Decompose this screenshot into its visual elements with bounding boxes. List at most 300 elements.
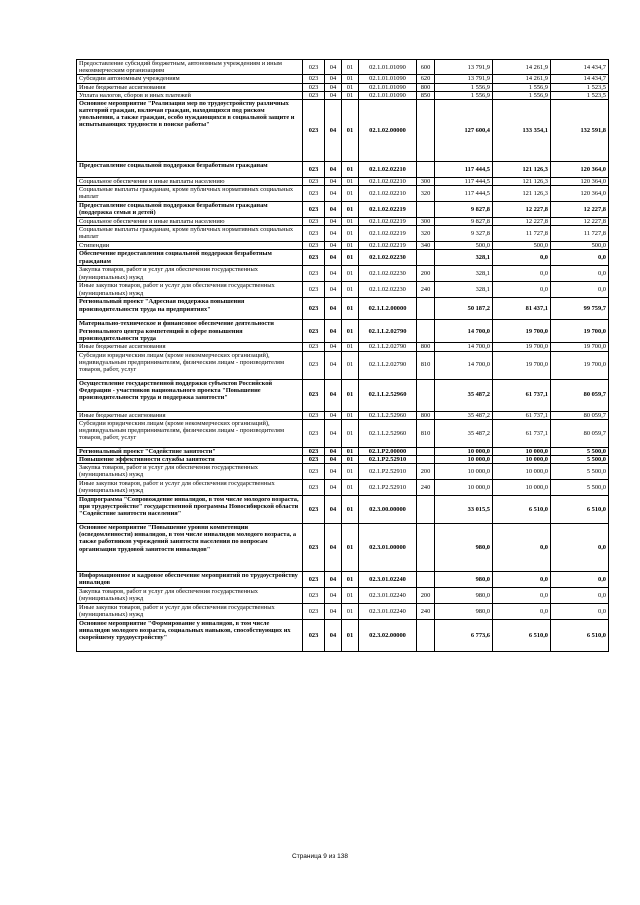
subsection-code: 01: [342, 588, 359, 604]
expense-type: 600: [417, 60, 435, 75]
amount-year-3: 0,0: [551, 282, 609, 298]
section-code: 04: [325, 161, 342, 177]
section-code: 04: [325, 186, 342, 202]
target-code: 02.1.L2.02790: [359, 351, 417, 379]
subsection-code: 01: [342, 351, 359, 379]
item-name: Субсидии юридическим лицам (кроме некоммерческих организаций), индивидуальным предпринимателям, физическим лицам - производителям товаров, работ, услуг: [77, 419, 303, 447]
section-code: 04: [325, 588, 342, 604]
amount-year-1: 9 827,8: [435, 202, 493, 218]
amount-year-1: 35 487,2: [435, 379, 493, 411]
amount-year-1: 980,0: [435, 588, 493, 604]
amount-year-2: 12 227,8: [493, 202, 551, 218]
amount-year-2: 0,0: [493, 524, 551, 572]
amount-year-1: 13 791,9: [435, 75, 493, 83]
amount-year-3: 6 510,0: [551, 620, 609, 652]
amount-year-1: 9 327,8: [435, 226, 493, 242]
table-row: [77, 99, 609, 161]
amount-year-3: 19 700,0: [551, 343, 609, 351]
item-name: Закупка товаров, работ и услуг для обеспечения государственных (муниципальных) нужд: [77, 464, 303, 480]
amount-year-2: 0,0: [493, 266, 551, 282]
item-name: Иные закупки товаров, работ и услуг для обеспечения государственных (муниципальных) нужд: [77, 282, 303, 298]
amount-year-2: 10 000,0: [493, 447, 551, 455]
table-row: [77, 298, 609, 320]
target-code: 02.1.L2.52960: [359, 411, 417, 419]
item-name: Субсидии автономным учреждениям: [77, 75, 303, 83]
amount-year-2: 10 000,0: [493, 455, 551, 463]
subsection-code: 01: [342, 572, 359, 588]
expense-type: 300: [417, 177, 435, 185]
section-code: 04: [325, 620, 342, 652]
amount-year-1: 117 444,5: [435, 186, 493, 202]
amount-year-3: 19 700,0: [551, 320, 609, 343]
item-name: Региональный проект "Адресная поддержка повышения производительности труда на предприятиях": [77, 298, 303, 320]
table-row: [77, 242, 609, 250]
expense-type: [417, 447, 435, 455]
section-code: 04: [325, 572, 342, 588]
item-name: Иные закупки товаров, работ и услуг для обеспечения государственных (муниципальных) нужд: [77, 480, 303, 496]
amount-year-3: 0,0: [551, 588, 609, 604]
expense-type: [417, 620, 435, 652]
admin-code: 023: [303, 604, 325, 620]
amount-year-2: 500,0: [493, 242, 551, 250]
subsection-code: 01: [342, 186, 359, 202]
subsection-code: 01: [342, 177, 359, 185]
amount-year-2: 10 000,0: [493, 480, 551, 496]
amount-year-1: 10 000,0: [435, 464, 493, 480]
table-row: [77, 480, 609, 496]
amount-year-3: 99 759,7: [551, 298, 609, 320]
section-code: 04: [325, 83, 342, 91]
target-code: 02.1.01.01090: [359, 91, 417, 99]
budget-table: [76, 59, 609, 652]
section-code: 04: [325, 75, 342, 83]
expense-type: 240: [417, 604, 435, 620]
subsection-code: 01: [342, 91, 359, 99]
amount-year-3: 19 700,0: [551, 351, 609, 379]
section-code: 04: [325, 60, 342, 75]
admin-code: 023: [303, 60, 325, 75]
amount-year-1: 50 187,2: [435, 298, 493, 320]
section-code: 04: [325, 177, 342, 185]
section-code: 04: [325, 464, 342, 480]
subsection-code: 01: [342, 266, 359, 282]
admin-code: 023: [303, 218, 325, 226]
amount-year-2: 0,0: [493, 250, 551, 266]
amount-year-3: 0,0: [551, 266, 609, 282]
item-name: Социальные выплаты гражданам, кроме публичных нормативных социальных выплат: [77, 186, 303, 202]
subsection-code: 01: [342, 99, 359, 161]
amount-year-2: 11 727,8: [493, 226, 551, 242]
admin-code: 023: [303, 480, 325, 496]
item-name: Социальное обеспечение и иные выплаты населению: [77, 177, 303, 185]
amount-year-2: 1 556,9: [493, 83, 551, 91]
table-row: [77, 320, 609, 343]
admin-code: 023: [303, 75, 325, 83]
expense-type: 200: [417, 266, 435, 282]
amount-year-2: 14 261,9: [493, 75, 551, 83]
target-code: 02.1.01.01090: [359, 75, 417, 83]
subsection-code: 01: [342, 343, 359, 351]
section-code: 04: [325, 480, 342, 496]
section-code: 04: [325, 455, 342, 463]
amount-year-1: 117 444,5: [435, 177, 493, 185]
item-name: Основное мероприятие "Реализация мер по трудоустройству различных категорий граждан, включая граждан, находящихся под риском увольнения, а также граждан, особо нуждающихся в социальной защите и испытывающих трудности в поиске работы": [77, 99, 303, 161]
admin-code: 023: [303, 202, 325, 218]
expense-type: 620: [417, 75, 435, 83]
amount-year-1: 35 487,2: [435, 411, 493, 419]
amount-year-2: 10 000,0: [493, 464, 551, 480]
item-name: Субсидии юридическим лицам (кроме некоммерческих организаций), индивидуальным предпринимателям, физическим лицам - производителям товаров, работ, услуг: [77, 351, 303, 379]
target-code: 02.1.02.00000: [359, 99, 417, 161]
item-name: Закупка товаров, работ и услуг для обеспечения государственных (муниципальных) нужд: [77, 588, 303, 604]
expense-type: 240: [417, 282, 435, 298]
expense-type: 800: [417, 411, 435, 419]
budget-table-page: [76, 59, 608, 652]
item-name: Социальные выплаты гражданам, кроме публичных нормативных социальных выплат: [77, 226, 303, 242]
amount-year-1: 328,1: [435, 250, 493, 266]
section-code: 04: [325, 496, 342, 524]
expense-type: [417, 202, 435, 218]
target-code: 02.1.02.02219: [359, 218, 417, 226]
amount-year-3: 14 434,7: [551, 75, 609, 83]
target-code: 02.1.01.01090: [359, 83, 417, 91]
subsection-code: 01: [342, 379, 359, 411]
item-name: Региональный проект "Содействие занятости": [77, 447, 303, 455]
subsection-code: 01: [342, 464, 359, 480]
amount-year-3: 0,0: [551, 572, 609, 588]
amount-year-2: 121 126,3: [493, 161, 551, 177]
amount-year-3: 120 364,0: [551, 161, 609, 177]
item-name: Закупка товаров, работ и услуг для обеспечения государственных (муниципальных) нужд: [77, 266, 303, 282]
amount-year-1: 10 000,0: [435, 455, 493, 463]
target-code: 02.3.01.00000: [359, 524, 417, 572]
table-row: [77, 282, 609, 298]
section-code: 04: [325, 91, 342, 99]
expense-type: 340: [417, 242, 435, 250]
admin-code: 023: [303, 419, 325, 447]
target-code: 02.1.P2.00000: [359, 447, 417, 455]
subsection-code: 01: [342, 524, 359, 572]
subsection-code: 01: [342, 161, 359, 177]
amount-year-2: 19 700,0: [493, 320, 551, 343]
amount-year-2: 19 700,0: [493, 351, 551, 379]
expense-type: [417, 379, 435, 411]
section-code: 04: [325, 242, 342, 250]
amount-year-2: 0,0: [493, 572, 551, 588]
item-name: Иные бюджетные ассигнования: [77, 343, 303, 351]
section-code: 04: [325, 379, 342, 411]
item-name: Повышение эффективности службы занятости: [77, 455, 303, 463]
subsection-code: 01: [342, 75, 359, 83]
amount-year-1: 14 700,0: [435, 343, 493, 351]
amount-year-2: 6 510,0: [493, 496, 551, 524]
admin-code: 023: [303, 186, 325, 202]
item-name: Предоставление социальной поддержки безработным гражданам: [77, 161, 303, 177]
admin-code: 023: [303, 496, 325, 524]
section-code: 04: [325, 99, 342, 161]
amount-year-2: 0,0: [493, 604, 551, 620]
item-name: Уплата налогов, сборов и иных платежей: [77, 91, 303, 99]
amount-year-2: 121 126,3: [493, 177, 551, 185]
admin-code: 023: [303, 99, 325, 161]
admin-code: 023: [303, 588, 325, 604]
table-row: [77, 91, 609, 99]
admin-code: 023: [303, 447, 325, 455]
expense-type: [417, 320, 435, 343]
admin-code: 023: [303, 282, 325, 298]
amount-year-1: 14 700,0: [435, 320, 493, 343]
admin-code: 023: [303, 320, 325, 343]
amount-year-1: 980,0: [435, 572, 493, 588]
section-code: 04: [325, 202, 342, 218]
table-row: [77, 620, 609, 652]
target-code: 02.1.L2.02790: [359, 343, 417, 351]
expense-type: 320: [417, 226, 435, 242]
item-name: Материально-техническое и финансовое обеспечение деятельности Регионального центра компетенций в сфере повышения производительности труда: [77, 320, 303, 343]
admin-code: 023: [303, 226, 325, 242]
amount-year-2: 6 510,0: [493, 620, 551, 652]
amount-year-1: 1 556,9: [435, 91, 493, 99]
admin-code: 023: [303, 242, 325, 250]
amount-year-3: 0,0: [551, 250, 609, 266]
expense-type: [417, 99, 435, 161]
expense-type: [417, 161, 435, 177]
target-code: 02.1.L2.52960: [359, 379, 417, 411]
admin-code: 023: [303, 298, 325, 320]
amount-year-1: 9 827,8: [435, 218, 493, 226]
subsection-code: 01: [342, 218, 359, 226]
expense-type: [417, 524, 435, 572]
item-name: Социальное обеспечение и иные выплаты населению: [77, 218, 303, 226]
expense-type: [417, 496, 435, 524]
target-code: 02.1.P2.52910: [359, 455, 417, 463]
amount-year-2: 12 227,8: [493, 218, 551, 226]
amount-year-3: 80 059,7: [551, 411, 609, 419]
section-code: 04: [325, 343, 342, 351]
amount-year-3: 120 364,0: [551, 186, 609, 202]
subsection-code: 01: [342, 242, 359, 250]
amount-year-3: 5 500,0: [551, 455, 609, 463]
amount-year-1: 328,1: [435, 266, 493, 282]
page-number: Страница 9 из 138: [292, 853, 348, 860]
admin-code: 023: [303, 250, 325, 266]
subsection-code: 01: [342, 447, 359, 455]
subsection-code: 01: [342, 226, 359, 242]
expense-type: 800: [417, 83, 435, 91]
amount-year-2: 0,0: [493, 588, 551, 604]
amount-year-3: 80 059,7: [551, 379, 609, 411]
expense-type: 240: [417, 480, 435, 496]
item-name: Обеспечение предоставления социальной поддержки безработным гражданам: [77, 250, 303, 266]
amount-year-1: 33 015,5: [435, 496, 493, 524]
amount-year-1: 1 556,9: [435, 83, 493, 91]
target-code: 02.1.P2.52910: [359, 480, 417, 496]
section-code: 04: [325, 298, 342, 320]
section-code: 04: [325, 419, 342, 447]
budget-table-body: [77, 60, 609, 652]
table-row: [77, 60, 609, 75]
item-name: Подпрограмма "Сопровождение инвалидов, в том числе молодого возраста, при трудоустройстве" государственной программы Новосибирской области "Содействие занятости населения": [77, 496, 303, 524]
target-code: 02.1.02.02210: [359, 177, 417, 185]
target-code: 02.3.01.02240: [359, 572, 417, 588]
subsection-code: 01: [342, 411, 359, 419]
section-code: 04: [325, 320, 342, 343]
table-row: [77, 186, 609, 202]
subsection-code: 01: [342, 250, 359, 266]
table-row: [77, 177, 609, 185]
amount-year-1: 117 444,5: [435, 161, 493, 177]
target-code: 02.1.02.02230: [359, 266, 417, 282]
amount-year-2: 133 354,1: [493, 99, 551, 161]
amount-year-1: 10 000,0: [435, 480, 493, 496]
target-code: 02.3.01.02240: [359, 604, 417, 620]
admin-code: 023: [303, 343, 325, 351]
table-row: [77, 202, 609, 218]
amount-year-2: 0,0: [493, 282, 551, 298]
amount-year-1: 14 700,0: [435, 351, 493, 379]
amount-year-3: 14 434,7: [551, 60, 609, 75]
amount-year-1: 328,1: [435, 282, 493, 298]
table-row: [77, 75, 609, 83]
table-row: [77, 250, 609, 266]
admin-code: 023: [303, 411, 325, 419]
expense-type: [417, 298, 435, 320]
admin-code: 023: [303, 379, 325, 411]
item-name: Предоставление социальной поддержки безработным гражданам (поддержка семьи и детей): [77, 202, 303, 218]
subsection-code: 01: [342, 83, 359, 91]
expense-type: 850: [417, 91, 435, 99]
amount-year-1: 980,0: [435, 524, 493, 572]
amount-year-2: 121 126,3: [493, 186, 551, 202]
target-code: 02.3.00.00000: [359, 496, 417, 524]
amount-year-1: 980,0: [435, 604, 493, 620]
item-name: Иные закупки товаров, работ и услуг для обеспечения государственных (муниципальных) нужд: [77, 604, 303, 620]
target-code: 02.1.L2.52960: [359, 419, 417, 447]
admin-code: 023: [303, 620, 325, 652]
amount-year-3: 6 510,0: [551, 496, 609, 524]
target-code: 02.1.L2.00000: [359, 298, 417, 320]
subsection-code: 01: [342, 419, 359, 447]
amount-year-1: 6 773,6: [435, 620, 493, 652]
amount-year-3: 1 523,5: [551, 83, 609, 91]
amount-year-2: 1 556,9: [493, 91, 551, 99]
amount-year-2: 19 700,0: [493, 343, 551, 351]
amount-year-1: 10 000,0: [435, 447, 493, 455]
table-row: [77, 343, 609, 351]
section-code: 04: [325, 218, 342, 226]
subsection-code: 01: [342, 604, 359, 620]
section-code: 04: [325, 351, 342, 379]
amount-year-3: 500,0: [551, 242, 609, 250]
admin-code: 023: [303, 464, 325, 480]
target-code: 02.3.01.02240: [359, 588, 417, 604]
admin-code: 023: [303, 161, 325, 177]
item-name: Информационное и кадровое обеспечение мероприятий по трудоустройству инвалидов: [77, 572, 303, 588]
amount-year-3: 5 500,0: [551, 480, 609, 496]
amount-year-3: 5 500,0: [551, 447, 609, 455]
table-row: [77, 83, 609, 91]
amount-year-3: 0,0: [551, 604, 609, 620]
item-name: Предоставление субсидий бюджетным, автономным учреждениям и иным некоммерческим организациям: [77, 60, 303, 75]
expense-type: [417, 455, 435, 463]
section-code: 04: [325, 250, 342, 266]
subsection-code: 01: [342, 455, 359, 463]
target-code: 02.3.02.00000: [359, 620, 417, 652]
table-row: [77, 496, 609, 524]
amount-year-1: 500,0: [435, 242, 493, 250]
table-row: [77, 351, 609, 379]
target-code: 02.1.02.02219: [359, 202, 417, 218]
target-code: 02.1.02.02210: [359, 186, 417, 202]
amount-year-3: 11 727,8: [551, 226, 609, 242]
target-code: 02.1.02.02219: [359, 226, 417, 242]
expense-type: 200: [417, 588, 435, 604]
admin-code: 023: [303, 524, 325, 572]
section-code: 04: [325, 447, 342, 455]
table-row: [77, 161, 609, 177]
amount-year-3: 12 227,8: [551, 218, 609, 226]
section-code: 04: [325, 266, 342, 282]
section-code: 04: [325, 524, 342, 572]
table-row: [77, 464, 609, 480]
target-code: 02.1.02.02219: [359, 242, 417, 250]
subsection-code: 01: [342, 298, 359, 320]
amount-year-3: 132 591,8: [551, 99, 609, 161]
amount-year-2: 81 437,1: [493, 298, 551, 320]
table-row: [77, 455, 609, 463]
subsection-code: 01: [342, 60, 359, 75]
item-name: Основное мероприятие "Повышение уровня компетенции (осведомленности) инвалидов, в том числе инвалидов молодого возраста, а также работников учреждений занятости населения по вопросам организации трудовой занятости инвалидов": [77, 524, 303, 572]
amount-year-2: 61 737,1: [493, 411, 551, 419]
amount-year-1: 13 791,9: [435, 60, 493, 75]
table-row: [77, 226, 609, 242]
table-row: [77, 447, 609, 455]
expense-type: 320: [417, 186, 435, 202]
table-row: [77, 588, 609, 604]
subsection-code: 01: [342, 202, 359, 218]
expense-type: 300: [417, 218, 435, 226]
expense-type: [417, 250, 435, 266]
table-row: [77, 604, 609, 620]
section-code: 04: [325, 282, 342, 298]
amount-year-1: 35 487,2: [435, 419, 493, 447]
amount-year-3: 120 364,0: [551, 177, 609, 185]
table-row: [77, 379, 609, 411]
admin-code: 023: [303, 455, 325, 463]
item-name: Иные бюджетные ассигнования: [77, 83, 303, 91]
amount-year-3: 1 523,5: [551, 91, 609, 99]
admin-code: 023: [303, 351, 325, 379]
expense-type: 200: [417, 464, 435, 480]
expense-type: 800: [417, 343, 435, 351]
table-row: [77, 524, 609, 572]
section-code: 04: [325, 226, 342, 242]
amount-year-3: 5 500,0: [551, 464, 609, 480]
table-row: [77, 218, 609, 226]
item-name: Иные бюджетные ассигнования: [77, 411, 303, 419]
target-code: 02.1.L2.02790: [359, 320, 417, 343]
expense-type: 810: [417, 419, 435, 447]
admin-code: 023: [303, 177, 325, 185]
admin-code: 023: [303, 83, 325, 91]
section-code: 04: [325, 604, 342, 620]
expense-type: 810: [417, 351, 435, 379]
amount-year-2: 61 737,1: [493, 379, 551, 411]
amount-year-3: 12 227,8: [551, 202, 609, 218]
subsection-code: 01: [342, 496, 359, 524]
subsection-code: 01: [342, 480, 359, 496]
amount-year-3: 0,0: [551, 524, 609, 572]
